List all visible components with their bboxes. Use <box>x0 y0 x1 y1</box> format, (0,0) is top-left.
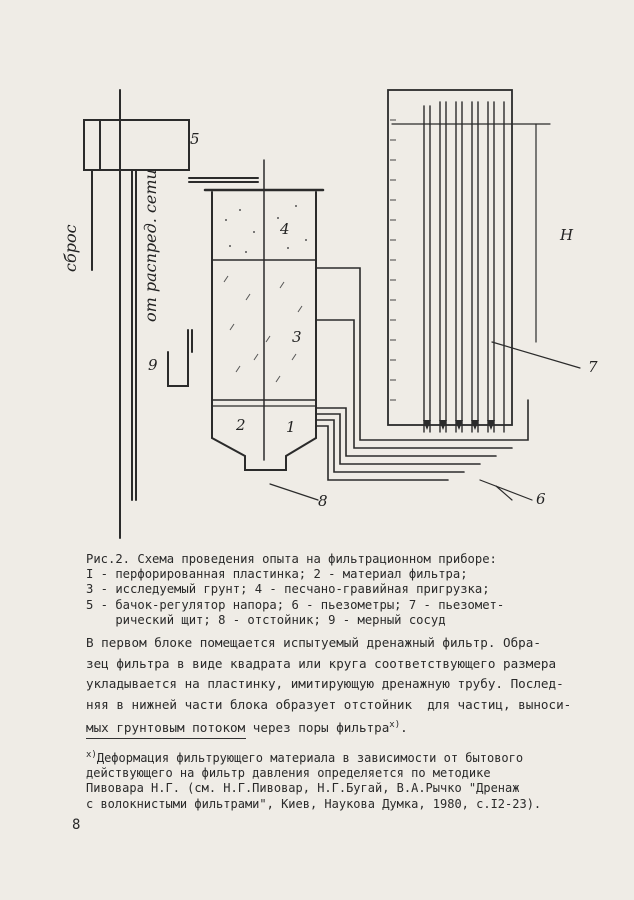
body-paragraph <box>86 633 606 739</box>
body-line: няя в нижней части блока образует отстойник для частиц, выноси- <box>86 696 572 712</box>
footnote-marker: х) <box>389 720 401 730</box>
footnote-line: Пивовара Н.Г. (см. Н.Г.Пивовар, Н.Г.Бугай, В.А.Рычко "Дренаж <box>86 781 520 796</box>
body-line: мых грунтовым потоком через поры фильтра <box>86 720 390 736</box>
label-2: 2 <box>236 416 246 434</box>
label-1: 1 <box>286 418 296 436</box>
apparatus-diagram <box>40 60 620 540</box>
piezometer-tubes <box>316 268 528 480</box>
label-3: 3 <box>292 328 302 346</box>
footnote-line <box>86 748 616 766</box>
label-8: 8 <box>318 492 328 510</box>
label-5: 5 <box>190 130 200 148</box>
caption-line: Рис.2. Схема проведения опыта на фильтрационном приборе: <box>86 552 497 566</box>
sand-gravel-load <box>225 205 307 253</box>
body-line: зец фильтра в виде квадрата или круга соответствующего размера <box>86 655 557 671</box>
soil-hatching <box>224 276 302 382</box>
caption-line: 5 - бачок-регулятор напора; 6 - пьезометры; 7 - пьезомет- <box>86 597 505 612</box>
label-H: H <box>560 226 574 244</box>
figure-caption <box>86 552 606 628</box>
label-9: 9 <box>148 356 158 374</box>
footnote-line: с волокнистыми фильтрами", Киев, Наукова Думка, 1980, с.I2-23). <box>86 796 542 811</box>
scale-ticks <box>390 120 396 400</box>
from-distribution-network-text: от распред. сети <box>141 169 160 322</box>
body-line-last <box>86 715 606 739</box>
footnote-text: Деформация фильтрующего материала в зависимости от бытового <box>96 751 524 765</box>
caption-line: I - перфорированная пластинка; 2 - материал фильтра; <box>86 567 468 582</box>
label-4: 4 <box>280 220 290 238</box>
caption-line: рический щит; 8 - отстойник; 9 - мерный сосуд <box>86 612 446 627</box>
page-number: 8 <box>72 817 81 833</box>
footnote-mark: х) <box>86 750 97 760</box>
footnote-line: действующего на фильтр давления определяется по методике <box>86 766 491 781</box>
footnote <box>86 748 616 812</box>
label-6: 6 <box>536 490 546 508</box>
body-line: укладывается на пластинку, имитирующую дренажную трубу. Послед- <box>86 676 564 691</box>
body-line: В первом блоке помещается испытуемый дренажный фильтр. Обра- <box>86 635 541 650</box>
label-7: 7 <box>588 358 598 376</box>
footnote-rule <box>86 738 246 739</box>
measuring-vessel <box>168 352 188 386</box>
filtration-apparatus-figure <box>40 60 620 540</box>
body-line-end: . <box>400 720 408 736</box>
discharge-text: сброс <box>61 224 80 272</box>
piezometer-columns <box>424 102 504 432</box>
caption-line: 3 - исследуемый грунт; 4 - песчано-гравийная пригрузка; <box>86 582 490 597</box>
